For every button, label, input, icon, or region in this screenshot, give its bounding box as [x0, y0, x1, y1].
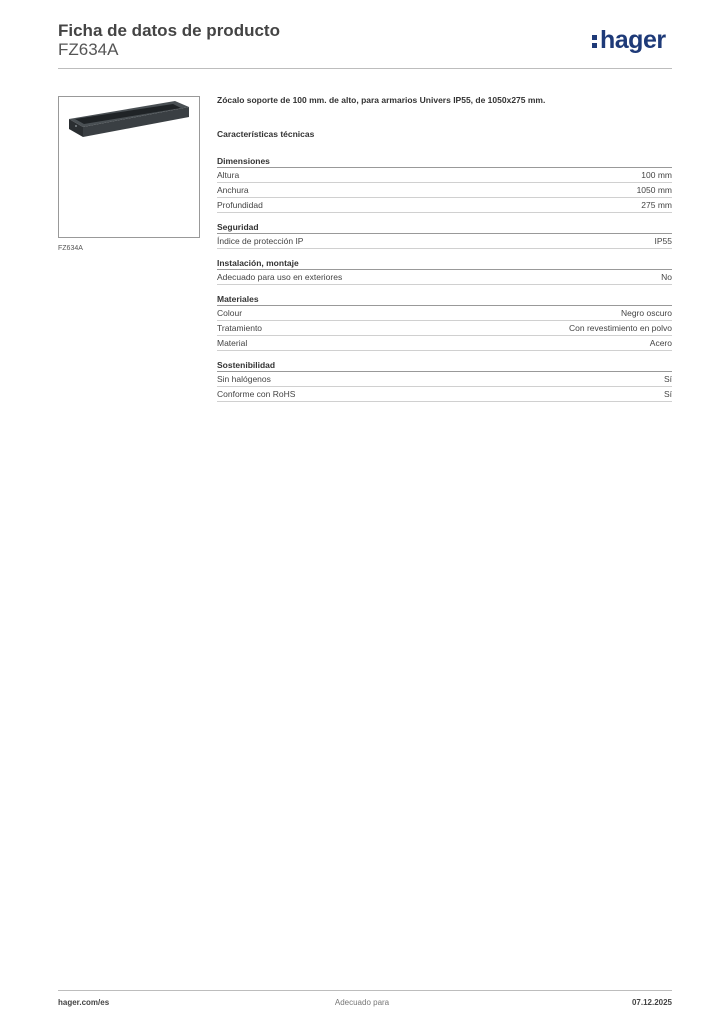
product-image: [58, 96, 200, 238]
spec-value: Con revestimiento en polvo: [568, 323, 672, 333]
page-title: Ficha de datos de producto: [58, 21, 280, 40]
group-title: Sostenibilidad: [217, 359, 672, 372]
header-divider: [58, 68, 672, 69]
spec-value: Sí: [663, 374, 672, 384]
spec-row: [217, 321, 672, 336]
group-title: Instalación, montaje: [217, 257, 672, 270]
spec-label: Conforme con RoHS: [217, 389, 296, 399]
product-code: FZ634A: [58, 40, 119, 59]
group-instalacion: [217, 257, 672, 285]
spec-label: Colour: [217, 308, 243, 318]
image-caption: FZ634A: [58, 245, 83, 252]
spec-value: IP55: [654, 236, 672, 246]
logo-text: hager: [600, 26, 666, 54]
spec-row: [217, 168, 672, 183]
spec-row: [217, 198, 672, 213]
spec-label: Tratamiento: [217, 323, 263, 333]
spec-value: No: [661, 272, 672, 282]
group-dimensiones: [217, 155, 672, 213]
group-seguridad: [217, 221, 672, 249]
spec-row: [217, 306, 672, 321]
section-heading: Características técnicas: [217, 129, 315, 139]
spec-row: [217, 270, 672, 285]
group-title: Seguridad: [217, 221, 672, 234]
spec-row: [217, 183, 672, 198]
spec-value: Negro oscuro: [620, 308, 672, 318]
spec-value: Acero: [649, 338, 672, 348]
footer-website-link[interactable]: hager.com/es: [58, 998, 110, 1007]
spec-label: Profundidad: [217, 200, 263, 210]
group-title: Dimensiones: [217, 155, 672, 168]
footer-divider: [58, 990, 672, 991]
spec-row: [217, 336, 672, 351]
logo-colon-icon: [592, 33, 597, 49]
spec-label: Adecuado para uso en exteriores: [217, 272, 343, 282]
group-materiales: [217, 293, 672, 351]
spec-value: 1050 mm: [636, 185, 672, 195]
spec-row: [217, 387, 672, 402]
spec-label: Índice de protección IP: [217, 236, 304, 246]
footer-date: 07.12.2025: [631, 998, 672, 1007]
spec-value: 100 mm: [641, 170, 672, 180]
spec-row: [217, 372, 672, 387]
hager-logo[interactable]: [592, 26, 666, 55]
spec-value: Sí: [663, 389, 672, 399]
spec-label: Material: [217, 338, 248, 348]
plinth-base-icon: [59, 97, 199, 237]
group-sostenibilidad: [217, 359, 672, 402]
specifications: [217, 95, 672, 410]
spec-label: Altura: [217, 170, 240, 180]
spec-label: Anchura: [217, 185, 249, 195]
spec-label: Sin halógenos: [217, 374, 271, 384]
product-description: Zócalo soporte de 100 mm. de alto, para armarios Univers IP55, de 1050x275 mm.: [217, 95, 546, 105]
spec-row: [217, 234, 672, 249]
spec-value: 275 mm: [641, 200, 672, 210]
footer-center-text: Adecuado para: [334, 998, 390, 1007]
group-title: Materiales: [217, 293, 672, 306]
